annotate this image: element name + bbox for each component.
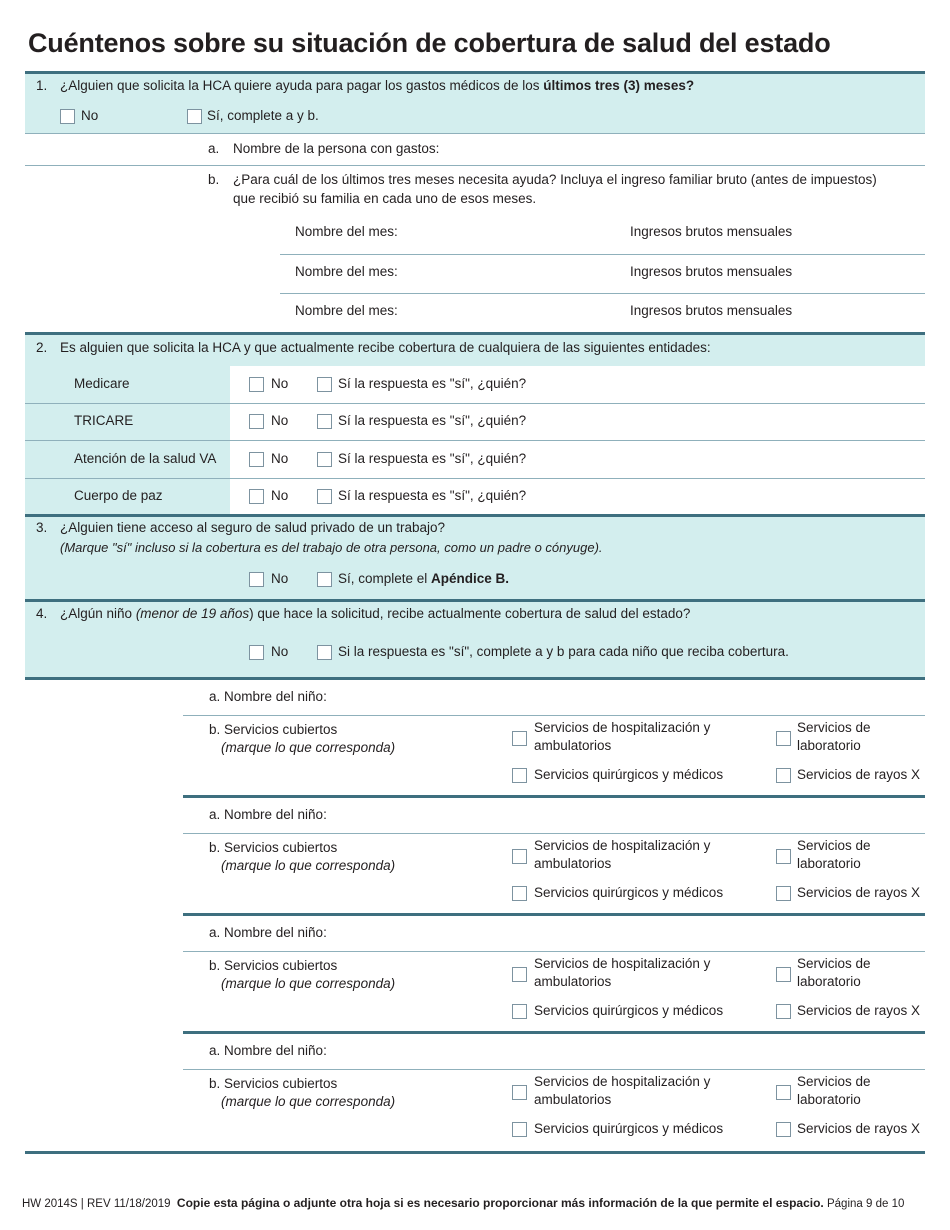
divider [183,715,925,716]
surgical-label: Servicios quirúrgicos y médicos [534,1121,724,1136]
q4-question [60,606,690,621]
coverage-no-checkbox[interactable] [249,452,264,467]
surgical-checkbox[interactable] [512,1122,527,1137]
q4-number: 4. [36,606,48,621]
coverage-no-checkbox[interactable] [249,489,264,504]
q1a-person-name-field[interactable]: Nombre de la persona con gastos: [233,141,440,156]
xray-checkbox[interactable] [776,886,791,901]
child-name-field[interactable]: a. Nombre del niño: [209,1043,327,1058]
coverage-no-label: No [271,376,289,391]
surgical-label: Servicios quirúrgicos y médicos [534,767,724,782]
hospital-label: Servicios de hospitalización y [534,1074,711,1089]
hospital-label-2: ambulatorios [534,738,612,753]
divider [183,833,925,834]
month-name-field[interactable]: Nombre del mes: [295,224,398,239]
monthly-income-field[interactable]: Ingresos brutos mensuales [630,264,793,279]
divider [25,514,925,517]
q4-text-2: ) que hace la solicitud, recibe actualmente cobertura de salud del estado? [249,606,691,621]
month-name-field[interactable]: Nombre del mes: [295,264,398,279]
divider [183,1031,925,1034]
coverage-no-checkbox[interactable] [249,377,264,392]
lab-checkbox[interactable] [776,849,791,864]
q3-no-checkbox[interactable] [249,572,264,587]
hospital-label-2: ambulatorios [534,974,612,989]
q1b-letter: b. [208,172,220,187]
lab-label: Servicios de [797,956,871,971]
xray-label: Servicios de rayos X [797,767,921,782]
form-number: HW 2014S | REV 11/18/2019 [22,1198,171,1210]
q4-yes-checkbox[interactable] [317,645,332,660]
coverage-no-checkbox[interactable] [249,414,264,429]
xray-checkbox[interactable] [776,1004,791,1019]
surgical-checkbox[interactable] [512,1004,527,1019]
hospital-checkbox[interactable] [512,1085,527,1100]
page-number: Página 9 de 10 [826,1198,905,1210]
q1-text: ¿Alguien que solicita la HCA quiere ayuda para pagar los gastos médicos de los [60,78,544,93]
monthly-income-field[interactable]: Ingresos brutos mensuales [630,224,793,239]
divider [280,254,925,255]
hospital-checkbox[interactable] [512,849,527,864]
hospital-label: Servicios de hospitalización y [534,838,711,853]
lab-checkbox[interactable] [776,731,791,746]
services-label: b. Servicios cubiertos [209,840,338,855]
q3-number: 3. [36,520,48,535]
divider [25,403,925,404]
q4-yes-label: Si la respuesta es "sí", complete a y b para cada niño que reciba cobertura. [338,644,789,659]
coverage-yes-who-field[interactable]: Sí la respuesta es "sí", ¿quién? [338,450,527,466]
divider [25,332,925,335]
surgical-checkbox[interactable] [512,768,527,783]
q3-question: ¿Alguien tiene acceso al seguro de salud privado de un trabajo? [60,520,446,535]
hospital-label-2: ambulatorios [534,1092,612,1107]
hospital-checkbox[interactable] [512,731,527,746]
lab-checkbox[interactable] [776,1085,791,1100]
lab-label-2: laboratorio [797,1092,861,1107]
divider [25,133,925,134]
hospital-checkbox[interactable] [512,967,527,982]
coverage-no-label: No [271,487,289,503]
surgical-label: Servicios quirúrgicos y médicos [534,1003,724,1018]
services-label: b. Servicios cubiertos [209,958,338,973]
lab-label: Servicios de [797,720,871,735]
hospital-label: Servicios de hospitalización y [534,720,711,735]
divider [183,795,925,798]
coverage-no-label: No [271,450,289,466]
q4-no-checkbox[interactable] [249,645,264,660]
q1b-text-2: que recibió su familia en cada uno de esos meses. [233,191,537,206]
q3-no-label: No [271,571,289,586]
q3-yes-label [338,571,509,586]
divider [183,1069,925,1070]
xray-label: Servicios de rayos X [797,885,921,900]
coverage-yes-who-field[interactable]: Sí la respuesta es "sí", ¿quién? [338,376,527,391]
xray-checkbox[interactable] [776,768,791,783]
q1-bold: últimos tres (3) meses? [543,78,695,93]
lab-label-2: laboratorio [797,974,861,989]
coverage-label: TRICARE [74,413,134,429]
surgical-label: Servicios quirúrgicos y médicos [534,885,724,900]
coverage-yes-checkbox[interactable] [317,414,332,429]
divider [25,478,925,479]
services-note: (marque lo que corresponda) [221,1094,396,1109]
lab-label-2: laboratorio [797,738,861,753]
child-name-field[interactable]: a. Nombre del niño: [209,807,327,822]
month-name-field[interactable]: Nombre del mes: [295,303,398,318]
q2-number: 2. [36,340,48,355]
q1-yes-label: Sí, complete a y b. [207,108,319,123]
coverage-yes-checkbox[interactable] [317,489,332,504]
q2-question: Es alguien que solicita la HCA y que actualmente recibe cobertura de cualquiera de las siguientes entidades: [60,340,711,355]
divider [183,951,925,952]
services-note: (marque lo que corresponda) [221,976,396,991]
q1a-letter: a. [208,141,220,156]
lab-checkbox[interactable] [776,967,791,982]
q4-text: ¿Algún niño [60,606,136,621]
xray-checkbox[interactable] [776,1122,791,1137]
child-name-field[interactable]: a. Nombre del niño: [209,925,327,940]
services-label: b. Servicios cubiertos [209,722,338,737]
divider [25,440,925,441]
divider [25,1151,925,1154]
appendix-b: Apéndice B. [431,571,510,586]
coverage-no-label: No [271,413,289,429]
divider [25,599,925,602]
services-note: (marque lo que corresponda) [221,858,396,873]
coverage-label: Cuerpo de paz [74,487,163,503]
q3-yes-checkbox[interactable] [317,572,332,587]
xray-label: Servicios de rayos X [797,1121,921,1136]
footer-note: Copie esta página o adjunte otra hoja si es necesario proporcionar más información de la que permite el espacio. [176,1196,824,1210]
monthly-income-field[interactable]: Ingresos brutos mensuales [630,303,793,318]
lab-label: Servicios de [797,1074,871,1089]
xray-label: Servicios de rayos X [797,1003,921,1018]
footer [22,1196,904,1210]
q4-age-note: (menor de 19 años [135,606,250,621]
services-label: b. Servicios cubiertos [209,1076,338,1091]
lab-label: Servicios de [797,838,871,853]
coverage-yes-checkbox[interactable] [317,377,332,392]
q1-no-checkbox[interactable] [60,109,75,124]
divider [25,677,925,680]
hospital-label: Servicios de hospitalización y [534,956,711,971]
page-title: Cuéntenos sobre su situación de cobertura de salud del estado [28,28,831,58]
coverage-yes-who-field[interactable]: Sí la respuesta es "sí", ¿quién? [338,487,527,503]
divider [183,913,925,916]
q1-question [60,78,694,93]
services-note: (marque lo que corresponda) [221,740,396,755]
hospital-label-2: ambulatorios [534,856,612,871]
q1b-text: ¿Para cuál de los últimos tres meses necesita ayuda? Incluya el ingreso familiar bruto (antes de impuestos) [233,172,877,187]
child-name-field[interactable]: a. Nombre del niño: [209,689,327,704]
coverage-yes-checkbox[interactable] [317,452,332,467]
q3-yes-text: Sí, complete el [338,571,432,586]
lab-label-2: laboratorio [797,856,861,871]
coverage-yes-who-field[interactable]: Sí la respuesta es "sí", ¿quién? [338,413,527,429]
divider [280,293,925,294]
coverage-label: Medicare [74,376,130,391]
divider [25,71,925,74]
q3-note: (Marque "sí" incluso si la cobertura es del trabajo de otra persona, como un padre o cónyuge). [60,540,603,555]
surgical-checkbox[interactable] [512,886,527,901]
q4-no-label: No [271,644,289,659]
q1-yes-checkbox[interactable] [187,109,202,124]
q1-no-label: No [81,108,99,123]
coverage-label: Atención de la salud VA [74,450,217,466]
q1-number: 1. [36,78,48,93]
divider [25,165,925,166]
